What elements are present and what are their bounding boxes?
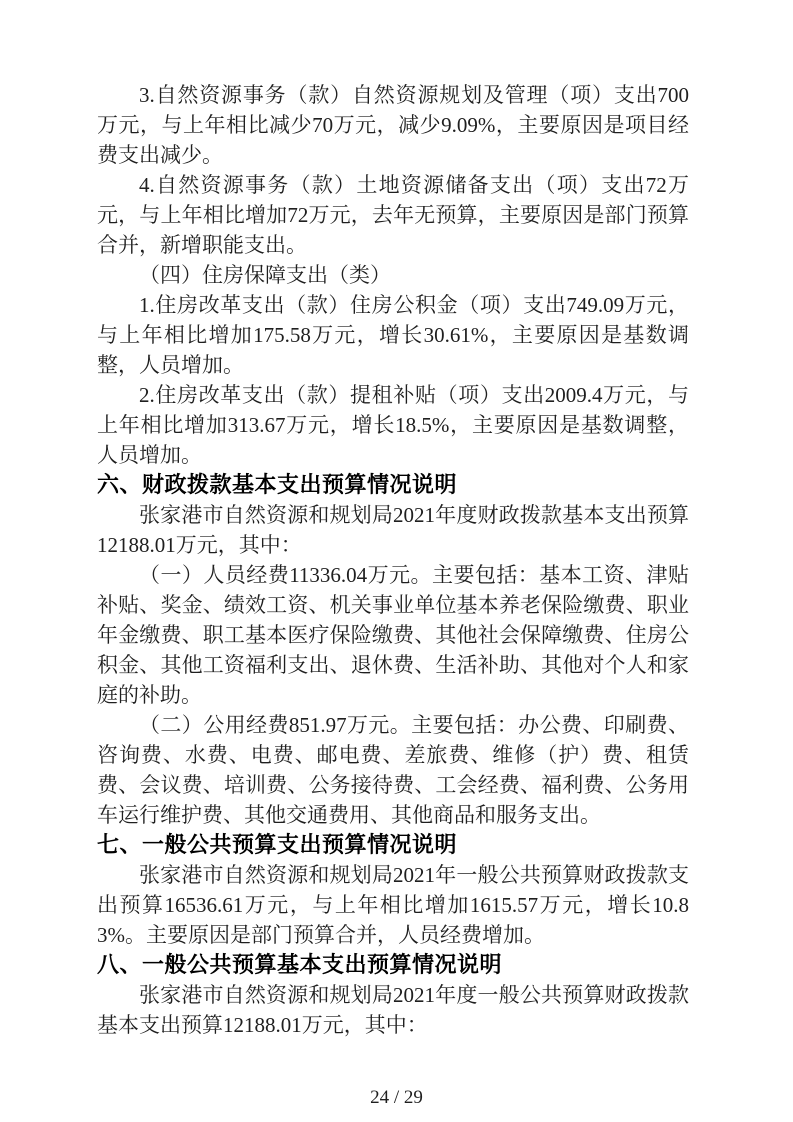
body-paragraph: 张家港市自然资源和规划局2021年度财政拨款基本支出预算12188.01万元，其中：	[97, 503, 689, 557]
section-heading: 八、一般公共预算基本支出预算情况说明	[97, 952, 503, 977]
body-paragraph: 张家港市自然资源和规划局2021年度一般公共预算财政拨款基本支出预算12188.01万元，其中：	[97, 983, 689, 1037]
body-paragraph: （二）公用经费851.97万元。主要包括：办公费、印刷费、咨询费、水费、电费、邮电费、差旅费、维修（护）费、租赁费、会议费、培训费、公务接待费、工会经费、福利费、公务用车运行维护费、其他交通费用、其他商品和服务支出。	[97, 713, 689, 827]
document-content	[97, 80, 689, 1040]
section-heading: 七、一般公共预算支出预算情况说明	[97, 832, 458, 857]
body-paragraph: 3.自然资源事务（款）自然资源规划及管理（项）支出700万元，与上年相比减少70万元，减少9.09%，主要原因是项目经费支出减少。	[97, 83, 689, 167]
body-paragraph: （一）人员经费11336.04万元。主要包括：基本工资、津贴补贴、奖金、绩效工资、机关事业单位基本养老保险缴费、职业年金缴费、职工基本医疗保险缴费、其他社会保障缴费、住房公积金、其他工资福利支出、退休费、生活补助、其他对个人和家庭的补助。	[97, 563, 689, 707]
body-paragraph: （四）住房保障支出（类）	[139, 263, 391, 287]
body-paragraph: 4.自然资源事务（款）土地资源储备支出（项）支出72万元，与上年相比增加72万元，去年无预算，主要原因是部门预算合并，新增职能支出。	[97, 173, 689, 257]
body-paragraph: 张家港市自然资源和规划局2021年一般公共预算财政拨款支出预算16536.61万元，与上年相比增加1615.57万元，增长10.83%。主要原因是部门预算合并，人员经费增加。	[97, 863, 689, 947]
page-number: 24 / 29	[370, 1087, 423, 1108]
body-paragraph: 2.住房改革支出（款）提租补贴（项）支出2009.4万元，与上年相比增加313.67万元，增长18.5%，主要原因是基数调整，人员增加。	[97, 383, 689, 467]
body-paragraph: 1.住房改革支出（款）住房公积金（项）支出749.09万元，与上年相比增加175.58万元，增长30.61%，主要原因是基数调整，人员增加。	[97, 293, 689, 377]
section-heading: 六、财政拨款基本支出预算情况说明	[97, 472, 458, 497]
